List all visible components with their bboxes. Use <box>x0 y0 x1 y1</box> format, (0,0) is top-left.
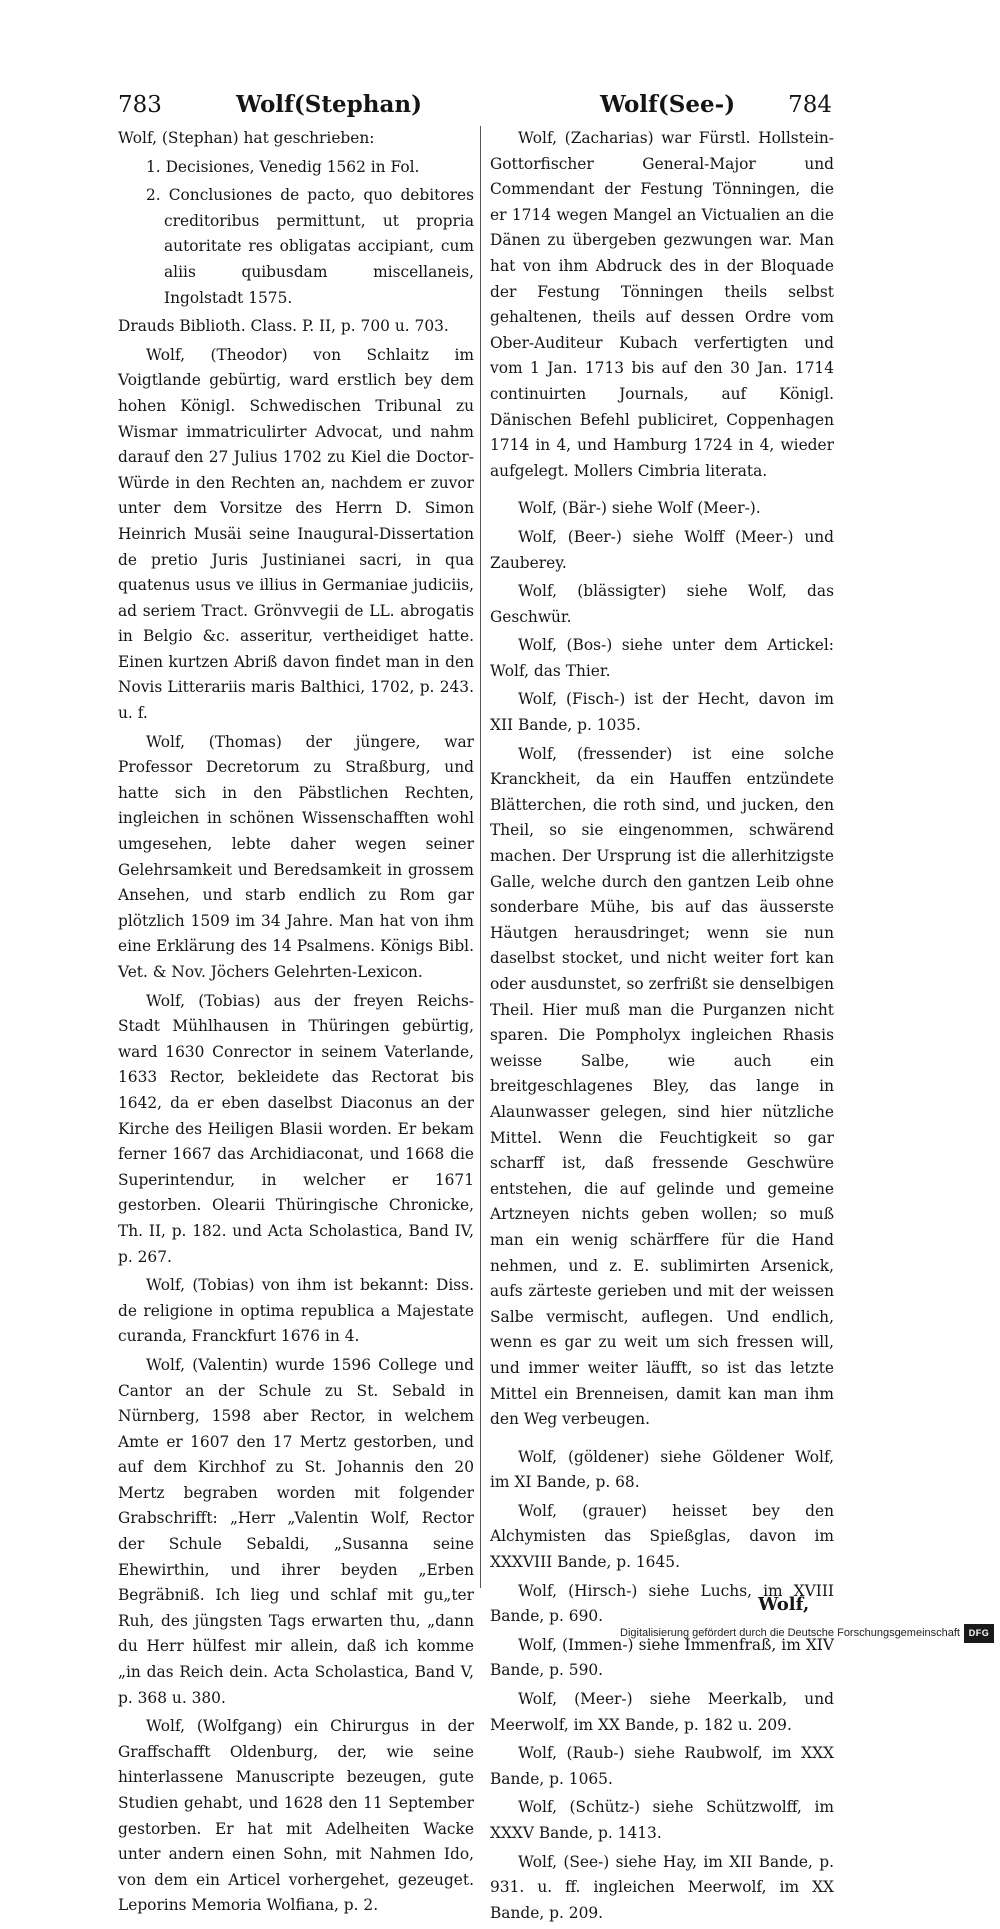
entry-paragraph: Wolf, (Meer-) siehe Meerkalb, und Meerwolf, im XX Bande, p. 182 u. 209. <box>490 1690 834 1734</box>
running-title-right: Wolf(See-) <box>600 91 736 118</box>
entry-paragraph: Wolf, (göldener) siehe Göldener Wolf, im XI Bande, p. 68. <box>490 1447 834 1492</box>
page-number-right: 784 <box>788 92 832 118</box>
left-column <box>118 126 474 1922</box>
entry-paragraph: Wolf, (Hirsch-) siehe Luchs, im XVIII Bande, p. 690. <box>490 1581 834 1626</box>
entry-paragraph: Wolf, (Immen-) siehe Immenfraß, im XIV Bande, p. 590. <box>490 1635 834 1680</box>
entry-paragraph: Wolf, (Thomas) der jüngere, war Professor Decretorum zu Straßburg, und hatte sich in den Päbstlichen Rechten, ingleichen in schönen Wissenschafften wohl umgesehen, lebte daher wegen seiner Gelehrsamkeit und Beredsamkeit in grossem Ansehen, und starb endlich zu Rom gar plötzlich 1509 im 34 Jahre. Man hat von ihm eine Erklärung des 14 Psalmens. Königs Bibl. Vet. & Nov. Jöchers Gelehrten-Lexicon. <box>118 732 474 981</box>
funding-credit: Digitalisierung gefördert durch die Deutsche Forschungsgemeinschaft <box>620 1627 960 1639</box>
entry-paragraph: Wolf, (Bär-) siehe Wolf (Meer-). <box>518 499 761 518</box>
entry-paragraph: Wolf, (Beer-) siehe Wolff (Meer-) und Zauberey. <box>490 527 834 572</box>
entry-paragraph: Wolf, (Bos-) siehe unter dem Artickel: Wolf, das Thier. <box>490 636 834 680</box>
catchword: Wolf, <box>758 1594 810 1615</box>
entry-paragraph: Wolf, (Zacharias) war Fürstl. Hollstein-Gottorfischer General-Major und Commendant der Festung Tönningen, die er 1714 wegen Mangel an Victualien an die Dänen zu übergeben gezwungen war. Man hat von ihm Abdruck des in der Bloquade der Festung Tönningen theils selbst gehaltenen, theils auf dessen Ordre vom Ober-Auditeur Kubach verfertigten und vom 1 Jan. 1713 bis auf den 30 Jan. 1714 continuirten Journals, auf Königl. Dänischen Befehl publiciret, Coppenhagen 1714 in 4, und Hamburg 1724 in 4, wieder aufgelegt. Mollers Cimbria literata. <box>490 129 834 480</box>
footer-bar <box>0 1621 1000 1647</box>
entry-heading: Wolf, (Stephan) hat geschrieben: <box>118 129 375 147</box>
entry-paragraph: Wolf, (Raub-) siehe Raubwolf, im XXX Bande, p. 1065. <box>490 1744 834 1788</box>
entry-paragraph: Wolf, (blässigter) siehe Wolf, das Geschwür. <box>490 582 834 626</box>
entry-paragraph: Wolf, (See-) siehe Hay, im XII Bande, p. 931. u. ff. ingleichen Meerwolf, im XX Bande, p. 209. <box>490 1852 834 1922</box>
running-title-left: Wolf(Stephan) <box>236 91 422 118</box>
entry-paragraph: Wolf, (Tobias) aus der freyen Reichs-Stadt Mühlhausen in Thüringen gebürtig, ward 1630 Conrector in seinem Vaterlande, 1633 Rector, bekleidete das Rectorat bis 1642, da er eben daselbst Diaconus an der Kirche des Heiligen Blasii worden. Er bekam ferner 1667 das Archidiaconat, und 1668 die Superintendur, in welcher er 1671 gestorben. Olearii Thüringische Chronicke, Th. II, p. 182. und Acta Scholastica, Band IV, p. 267. <box>118 991 474 1266</box>
dfg-logo-icon: DFG <box>964 1624 994 1643</box>
entry-paragraph: Wolf, (Fisch-) ist der Hecht, davon im XII Bande, p. 1035. <box>490 690 834 735</box>
entry-paragraph: Wolf, (grauer) heisset bey den Alchymisten das Spießglas, davon im XXXVIII Bande, p. 1645. <box>490 1501 834 1572</box>
citation: Drauds Biblioth. Class. P. II, p. 700 u. 703. <box>118 317 449 336</box>
running-head <box>118 88 832 122</box>
entry-paragraph: Wolf, (Valentin) wurde 1596 College und Cantor an der Schule zu St. Sebald in Nürnberg, 1598 aber Rector, in welchem Amte er 1607 den 17 Mertz gestorben, und auf dem Kirchhof zu St. Johannis den 20 Mertz begraben worden mit folgender Grabschrifft: „Herr „Valentin Wolf, Rector der Schule Sebaldi, „Susanna seine Ehewirthin, und ihrer beyden „Erben Begräbniß. Ich lieg und schlaf mit gu„ter Ruh, des jüngsten Tags erwarten thu, „dann du Herr hülfest mir allein, daß ich komme „in das Reich dein. Acta Scholastica, Band V, p. 368 u. 380. <box>118 1355 474 1707</box>
list-item: 2. Conclusiones de pacto, quo debitores creditoribus permittunt, ut propria autoritate res obligatas accipiant, cum aliis quibusdam miscellaneis, Ingolstadt 1575. <box>146 186 474 307</box>
column-divider <box>480 126 481 1588</box>
entry-paragraph: Wolf, (Schütz-) siehe Schützwolff, im XXXV Bande, p. 1413. <box>490 1798 834 1842</box>
list-item: 1. Decisiones, Venedig 1562 in Fol. <box>146 157 420 176</box>
entry-paragraph: Wolf, (Theodor) von Schlaitz im Voigtlande gebürtig, ward erstlich bey dem hohen Königl. Schwedischen Tribunal zu Wismar immatriculirter Advocat, und nahm darauf den 27 Julius 1702 zu Kiel die Doctor-Würde in den Rechten an, nachdem er zuvor unter dem Vorsitze des Herrn D. Simon Heinrich Musäi seine Inaugural-Dissertation de pretio Juris Justinianei sacri, in qua quatenus usus ve illius in Germaniae judiciis, ad seriem Tract. Grönvvegii de LL. abrogatis in Belgio &c. asseritur, vertheidiget hatte. Einen kurtzen Abriß davon findet man in den Novis Litterariis maris Balthici, 1702, p. 243. u. f. <box>118 345 474 723</box>
right-column <box>490 126 834 1929</box>
entry-paragraph: Wolf, (Tobias) von ihm ist bekannt: Diss. de religione in optima republica a Majestate curanda, Franckfurt 1676 in 4. <box>118 1276 474 1346</box>
page-number-left: 783 <box>118 92 162 118</box>
entry-paragraph: Wolf, (Wolfgang) ein Chirurgus in der Graffschafft Oldenburg, der, wie seine hinterlassene Manuscripte bezeugen, gute Studien gehabt, und 1628 den 11 September gestorben. Er hat mit Adelheiten Wacke unter andern einen Sohn, mit Nahmen Ido, von dem ein Articel vorhergehet, gezeuget. Leporins Memoria Wolfiana, p. 2. <box>118 1717 474 1915</box>
entry-paragraph: Wolf, (fressender) ist eine solche Kranckheit, da ein Hauffen entzündete Blätterchen, die roth sind, und jucken, den Theil, so sie eingenommen, schwärend machen. Der Ursprung ist die allerhitzigste Galle, welche durch den gantzen Leib ohne sonderbare Mühe, bis auf das äusserste Häutgen herausdringet; wenn sie nun daselbst stocket, und nicht weiter fort kan oder ausdunstet, so zerfrißt sie denselbigen Theil. Hier muß man die Purganzen nicht sparen. Die Pompholyx ingleichen Rhasis weisse Salbe, wie auch ein breitgeschlagenes Bley, das lange in Alaunwasser gelegen, sind hier nützliche Mittel. Wenn die Feuchtigkeit so gar scharff ist, daß fressende Geschwüre entstehen, die auf gelinde und gemeine Artzneyen nichts geben wollen; so muß man ein wenig schärffere für die Hand nehmen, und z. E. sublimirten Arsenick, aufs zärteste gerieben und mit der weissen Salbe vermischt, auflegen. Und endlich, wenn es gar zu weit um sich fressen will, und immer weiter läufft, so ist das letzte Mittel ein Brenneisen, damit kan man ihm den Weg verbeugen. <box>490 744 834 1429</box>
